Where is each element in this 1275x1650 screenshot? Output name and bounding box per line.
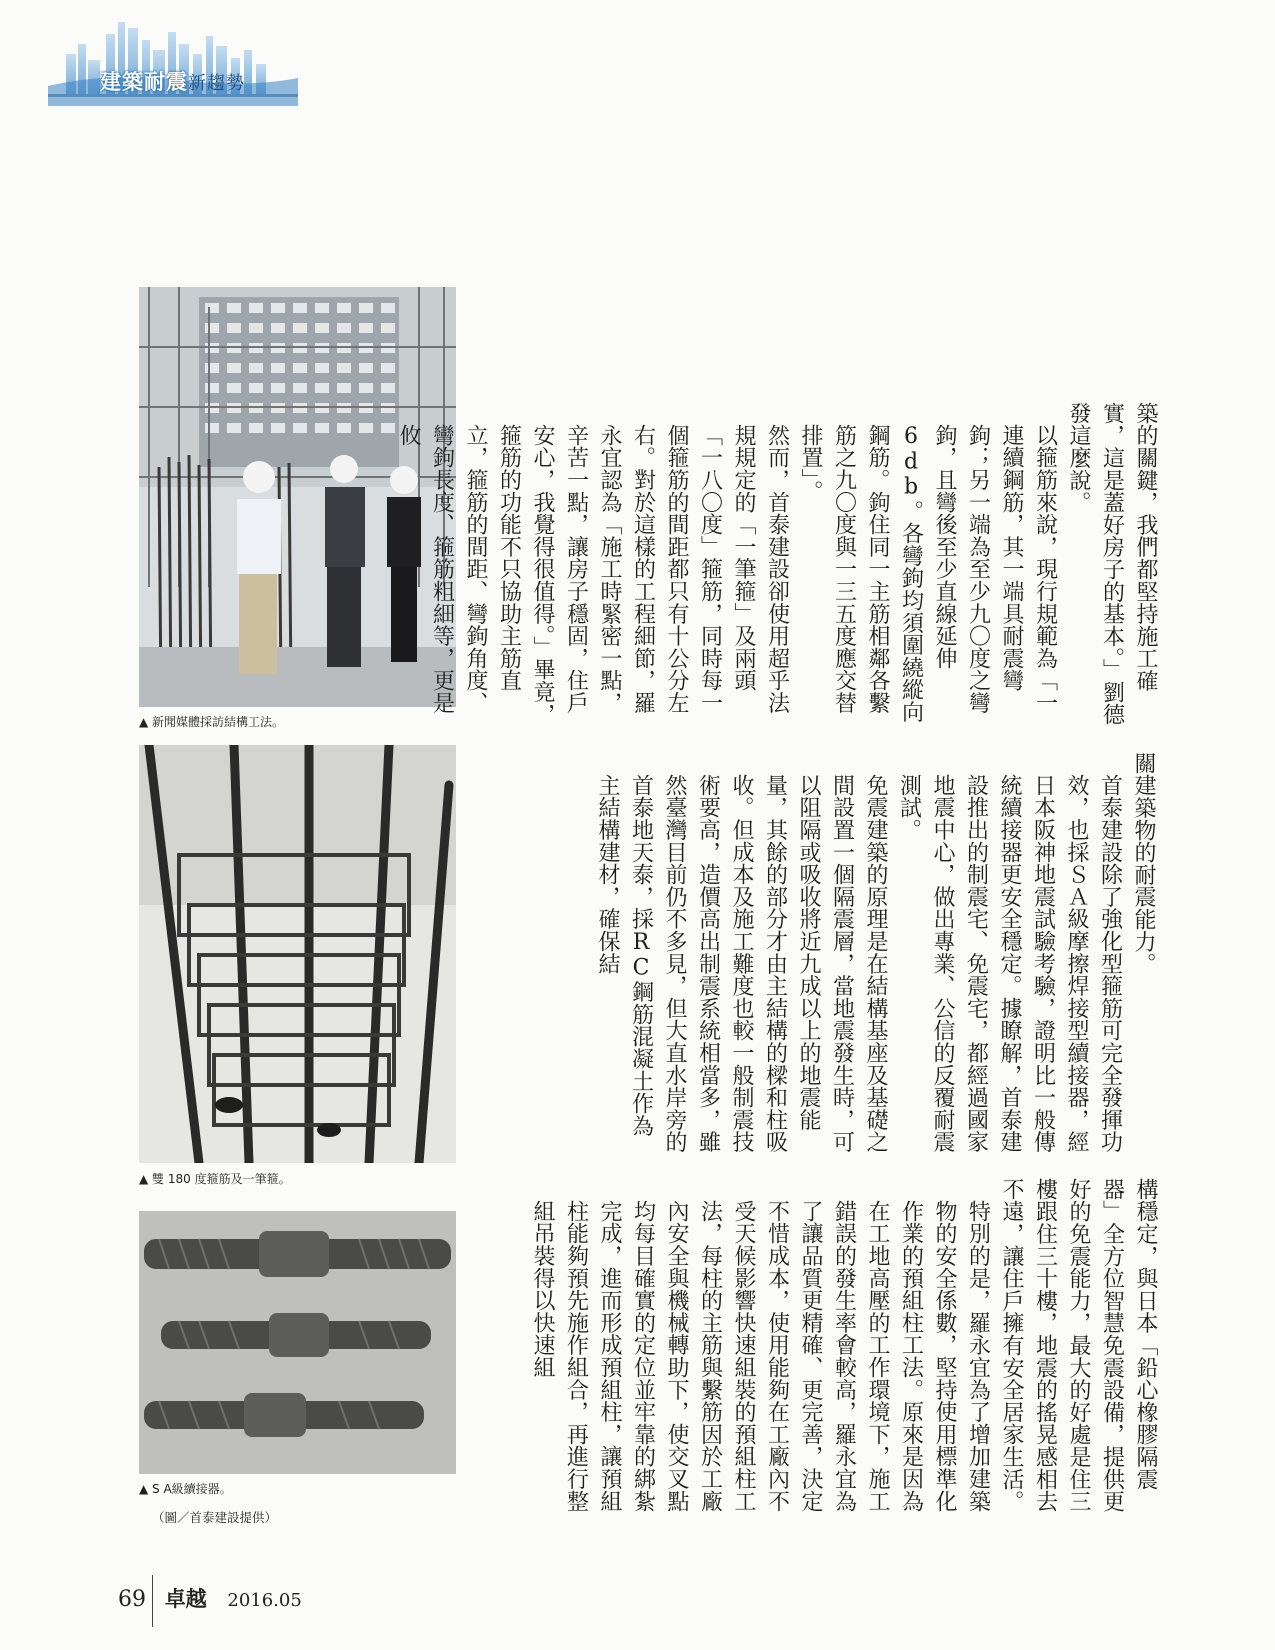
article-paragraph: 免震建築的原理是在結構基座及基礎之間設置一個隔震層，當地震發生時，可以阻隔或吸收將近九成以上的地震能量，其餘的部分才由主結構的樑和柱吸收。但成本及施工難度也較一般制震技術要高，造價高出制震系統相當多，雖然臺灣目前仍不多見，但大直水岸旁的首泰地天泰，採RC鋼筋混凝土作為主結構建材，確保結 — [595, 774, 888, 1154]
article-paragraph: 構穩定，與日本「鉛心橡膠隔震器」全方位智慧免震設備，提供更好的免震能力，最大的好處是住三樓跟住三十樓，地震的搖晃感相去不遠，讓住戶擁有安全居家生活。 — [999, 1178, 1158, 1513]
article-block-1 — [396, 402, 1162, 732]
article-block-2 — [595, 752, 1160, 1156]
photo-caption: ▲ 雙 180 度箍筋及一筆箍。 — [139, 1172, 291, 1186]
section-subtitle: 新趨勢 — [188, 73, 245, 94]
page-footer — [118, 1583, 302, 1613]
article-paragraph: 首泰建設除了強化型箍筋可完全發揮功效，也採ＳＡ級摩擦焊接型續接器，經日本阪神地震試驗考驗，證明比一般傳統續接器更安全穩定。據瞭解，首泰建設推出的制震宅、免震宅，都經過國家地震中心，做出專業、公信的反覆耐震測試。 — [896, 774, 1123, 1154]
article-paragraph: 築的關鍵，我們都堅持施工確實，這是蓋好房子的基本。」劉德發這麼說。 — [1066, 402, 1158, 726]
article-paragraph: 特別的是，羅永宜為了增加建築物的安全係數，堅持使用標準化作業的預組柱工法。原來是因為在工地高壓的工作環境下，施工錯誤的發生率會較高，羅永宜為了讓品質更精確、更完善，決定不惜成本，使用能夠在工廠內不受天候影響快速組裝的預組柱工法，每柱的主筋與繫筋因於工廠內安全與機械轉助下，使交叉點均每目確實的定位並牢靠的綁紮完成，進而形成預組柱，讓預組柱能夠預先施作組合，再進行整組吊裝得以快速組 — [530, 1200, 991, 1513]
magazine-name: 卓越 — [164, 1586, 207, 1611]
rebar-coupler-photo — [139, 1211, 456, 1474]
photo-rebar-cage — [139, 745, 456, 1163]
article-paragraph: 以箍筋來說，現行規範為「一連續鋼筋，其一端具耐震彎鉤；另一端為至少九〇度之彎鉤，且彎後至少直線延伸6db。各彎鉤均須圍繞縱向鋼筋。鉤住同一主筋相鄰各繫筋之九〇度與一三五度應交替排置」。 — [798, 424, 1058, 723]
section-title: 建築耐震 — [100, 70, 188, 94]
article-block-3 — [480, 1178, 1162, 1523]
page-number: 69 — [118, 1587, 146, 1612]
article-paragraph: 然而，首泰建設卻使用超乎法規規定的「一筆箍」及兩頭「一八〇度」箍筋，同時每一個箍筋的間距都只有十公分左右。對於這樣的工程細節，羅永宜認為「施工時緊密一點，辛苦一點，讓房子穩固，住戶安心，我覺得很值得。」畢竟，箍筋的功能不只協助主筋直立，箍筋的間距、彎鉤角度、彎鉤長度、箍筋粗細等，更是攸 — [396, 424, 790, 726]
section-banner — [48, 14, 298, 106]
issue-date: 2016.05 — [227, 1590, 302, 1611]
photo-credit: （圖／首泰建設提供） — [152, 1510, 278, 1525]
photo-coupler — [139, 1211, 456, 1474]
article-paragraph: 關建築物的耐震能力。 — [1131, 752, 1156, 975]
photo-caption: ▲ 新聞媒體採訪結構工法。 — [139, 715, 285, 729]
rebar-cage-photo — [139, 745, 456, 1163]
photo-caption: ▲ S A級續接器。 — [139, 1482, 232, 1496]
